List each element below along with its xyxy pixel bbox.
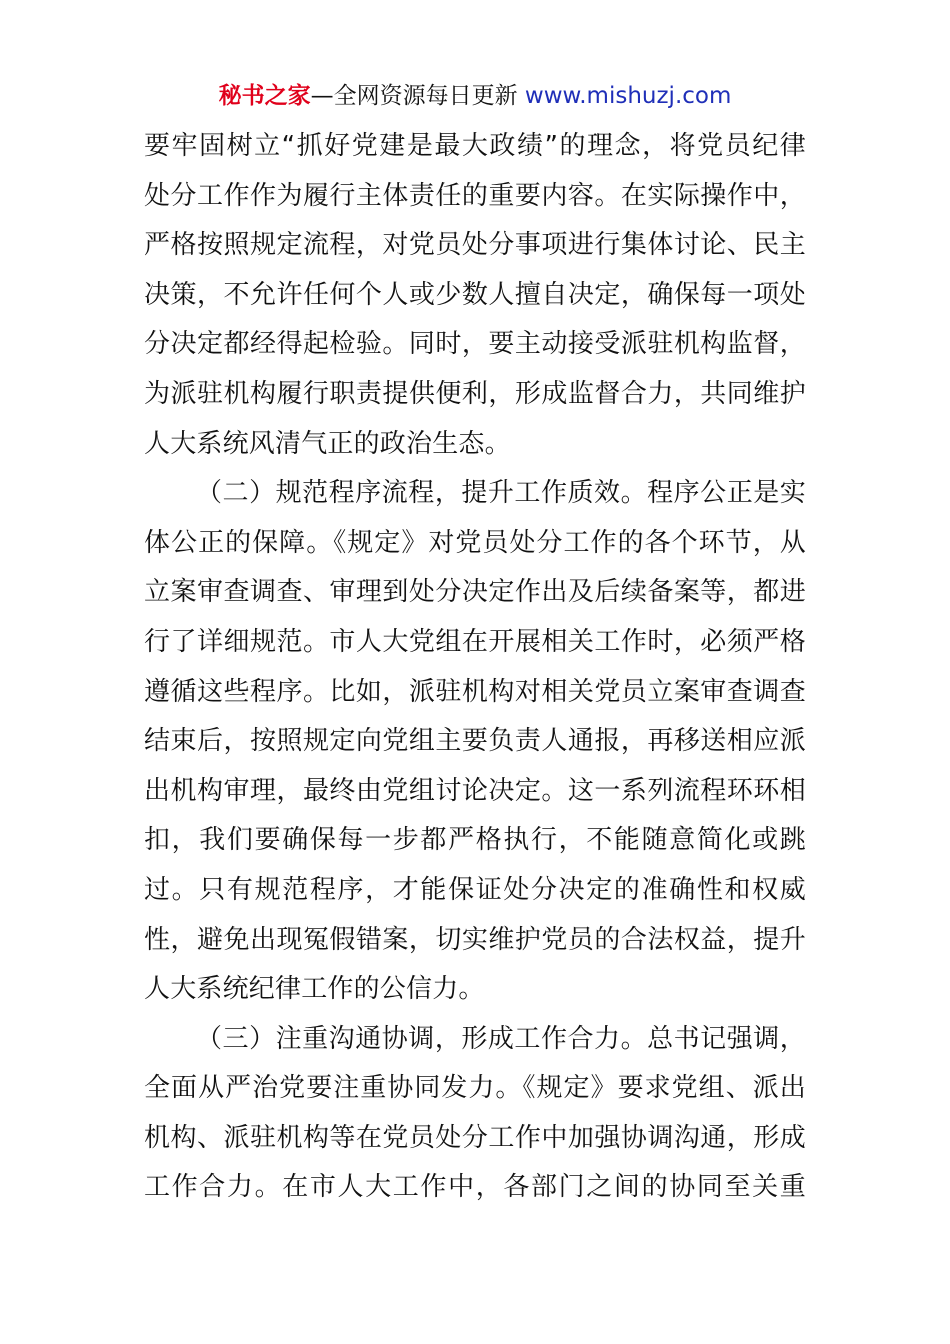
- text-line: 遵循这些程序。比如，派驻机构对相关党员立案审查调查: [144, 676, 806, 707]
- text-line: 出机构审理，最终由党组讨论决定。这一系列流程环环相: [144, 775, 806, 806]
- text-line: 要牢固树立“抓好党建是最大政绩”的理念，将党员纪律: [144, 131, 806, 161]
- site-brand: 秘书之家: [218, 83, 311, 109]
- section-heading-line: （二）规范程序流程，提升工作质效。程序公正是实: [196, 478, 806, 509]
- text-line: 结束后，按照规定向党组主要负责人通报，再移送相应派: [144, 726, 806, 757]
- text-line: 人大系统风清气正的政治生态。: [144, 428, 511, 459]
- page-header: [0, 80, 950, 112]
- text-line: 机构、派驻机构等在党员处分工作中加强协调沟通，形成: [144, 1122, 806, 1153]
- text-line: 严格按照规定流程，对党员处分事项进行集体讨论、民主: [144, 230, 806, 261]
- text-line: 处分工作作为履行主体责任的重要内容。在实际操作中，: [144, 180, 806, 211]
- text-line: 决策，不允许任何个人或少数人擅自决定，确保每一项处: [144, 279, 806, 310]
- text-line: 体公正的保障。《规定》对党员处分工作的各个环节，从: [144, 527, 806, 558]
- text-line: 人大系统纪律工作的公信力。: [144, 974, 485, 1005]
- text-line: 分决定都经得起检验。同时，要主动接受派驻机构监督，: [144, 329, 806, 360]
- text-line: 行了详细规范。市人大党组在开展相关工作时，必须严格: [144, 626, 806, 657]
- site-tagline: —全网资源每日更新: [310, 83, 525, 109]
- section-heading-line: （三）注重沟通协调，形成工作合力。总书记强调，: [196, 1023, 806, 1054]
- document-body: [144, 122, 806, 1213]
- text-line: 过。只有规范程序，才能保证处分决定的准确性和权威: [144, 874, 806, 905]
- site-url[interactable]: www.mishuzj.com: [524, 83, 732, 109]
- text-line: 性，避免出现冤假错案，切实维护党员的合法权益，提升: [144, 924, 806, 955]
- text-line: 立案审查调查、审理到处分决定作出及后续备案等，都进: [144, 577, 806, 608]
- text-line: 全面从严治党要注重协同发力。《规定》要求党组、派出: [144, 1073, 806, 1104]
- text-line: 扣，我们要确保每一步都严格执行，不能随意简化或跳: [144, 825, 806, 856]
- text-line: 为派驻机构履行职责提供便利，形成监督合力，共同维护: [144, 378, 806, 409]
- text-line: 工作合力。在市人大工作中，各部门之间的协同至关重: [144, 1172, 806, 1203]
